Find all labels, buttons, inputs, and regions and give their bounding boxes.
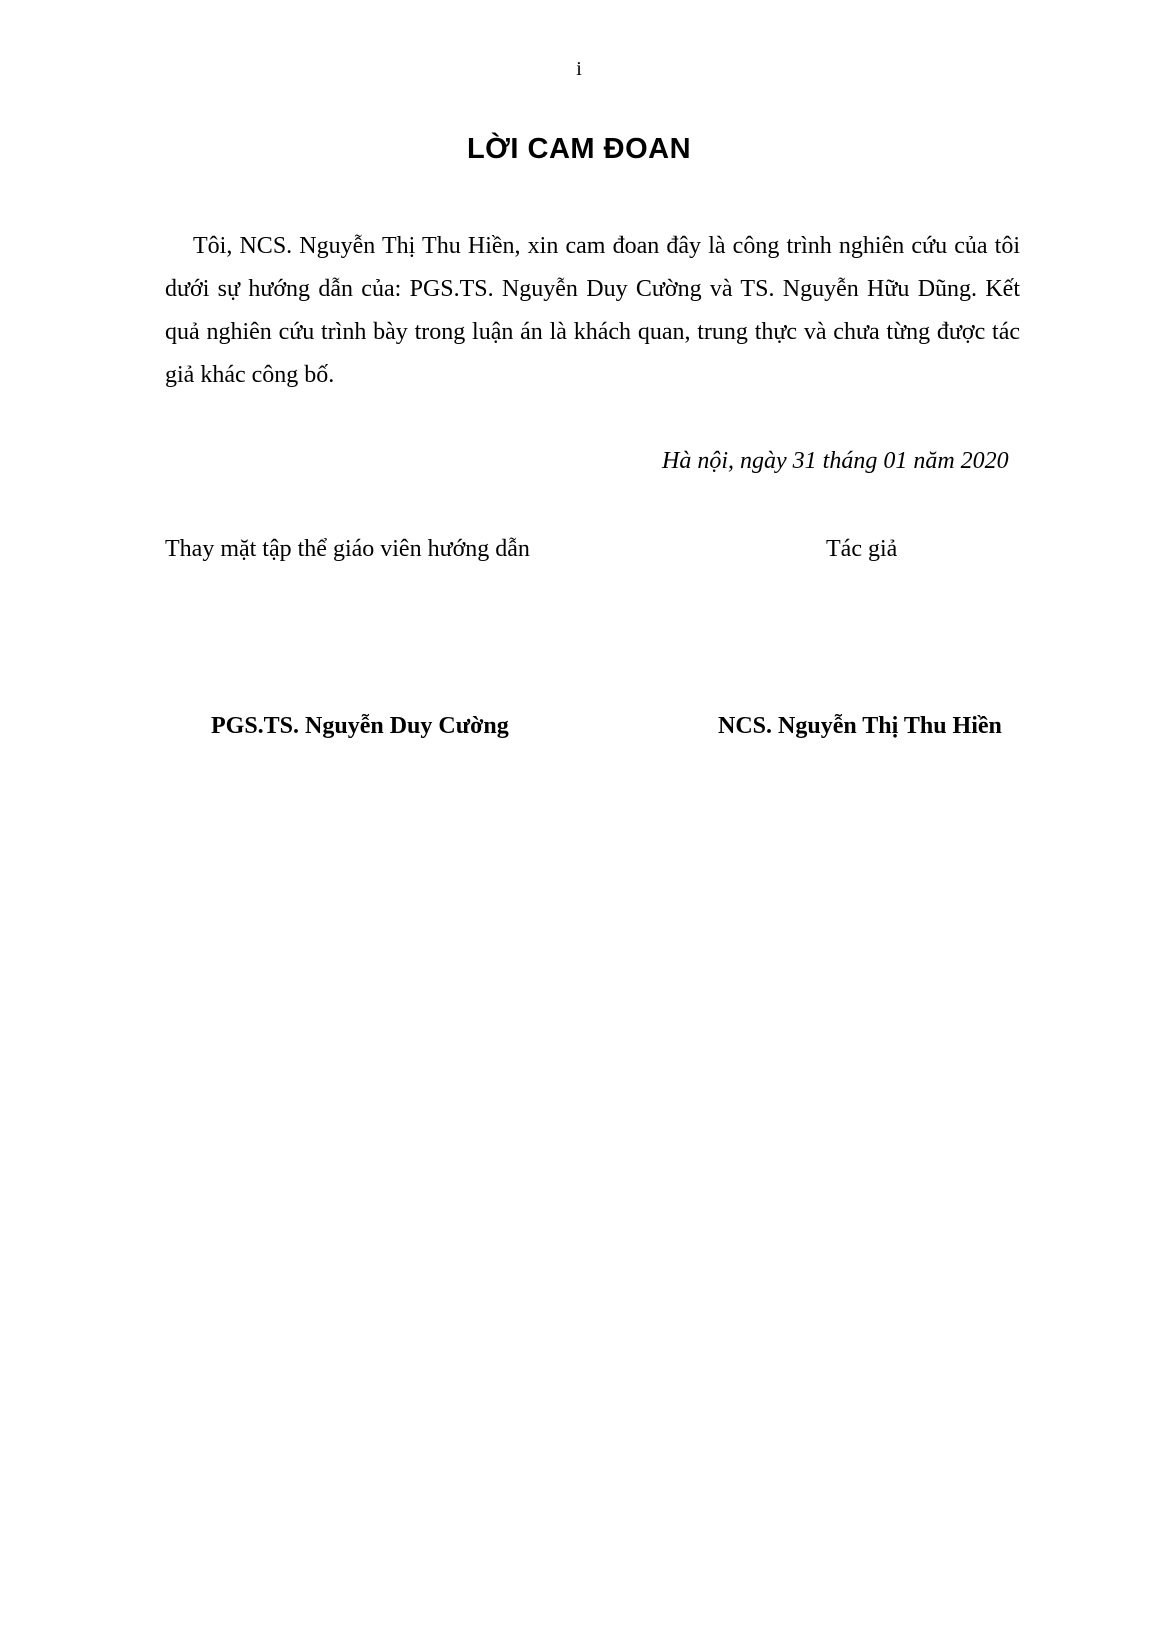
- declaration-paragraph: Tôi, NCS. Nguyễn Thị Thu Hiền, xin cam đoan đây là công trình nghiên cứu của tôi dưới sự hướng dẫn của: PGS.TS. Nguyễn Duy Cường và TS. Nguyễn Hữu Dũng. Kết quả nghiên cứu trình bày trong luận án là khách quan, trung thực và chưa từng được tác giả khác công bố.: [165, 233, 1020, 388]
- supervisor-name: PGS.TS. Nguyễn Duy Cường: [211, 713, 509, 739]
- supervisor-role-label: Thay mặt tập thể giáo viên hướng dẫn: [165, 536, 530, 562]
- author-role-label: Tác giả: [826, 536, 898, 562]
- page-number: i: [576, 58, 582, 80]
- date-line: Hà nội, ngày 31 tháng 01 năm 2020: [662, 448, 1009, 474]
- page-title: LỜI CAM ĐOAN: [466, 133, 692, 165]
- author-name: NCS. Nguyễn Thị Thu Hiền: [718, 713, 1002, 739]
